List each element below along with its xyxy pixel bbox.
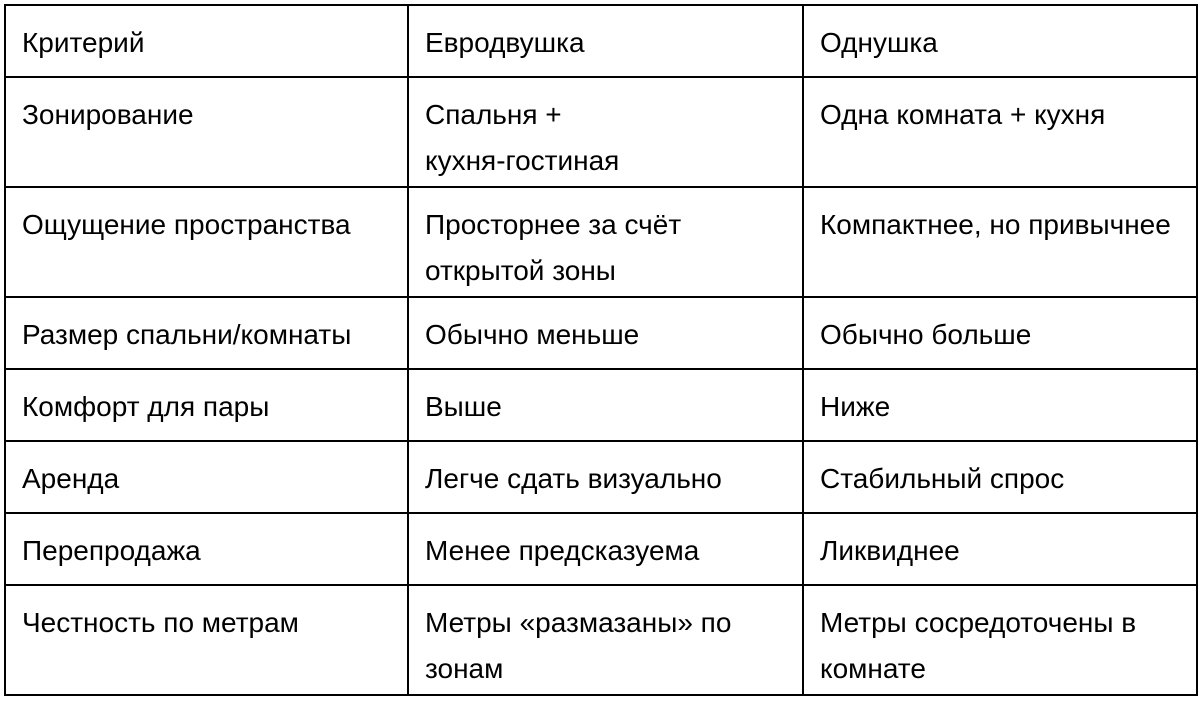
table-cell: Ниже: [803, 369, 1197, 441]
table-cell: Выше: [408, 369, 803, 441]
table-cell: Зонирование: [5, 77, 408, 187]
table-row: [5, 297, 1197, 369]
table-cell: Ликвиднее: [803, 513, 1197, 585]
table-cell: Обычно больше: [803, 297, 1197, 369]
header-cell-eurodvushka: Евродвушка: [408, 5, 803, 77]
table-cell: Менее предсказуема: [408, 513, 803, 585]
table-cell: Размер спальни/комнаты: [5, 297, 408, 369]
table-cell: Метры «размазаны» по зонам: [408, 585, 803, 695]
table-cell: Компактнее, но привычнее: [803, 187, 1197, 297]
table-cell: Просторнее за счёт открытой зоны: [408, 187, 803, 297]
table-cell: Ощущение пространства: [5, 187, 408, 297]
table-header-row: [5, 5, 1197, 77]
table-row: [5, 585, 1197, 695]
table-cell: Метры сосредоточены в комнате: [803, 585, 1197, 695]
table-cell: Честность по метрам: [5, 585, 408, 695]
header-cell-odnushka: Однушка: [803, 5, 1197, 77]
table-row: [5, 187, 1197, 297]
table-cell: Обычно меньше: [408, 297, 803, 369]
table-row: [5, 369, 1197, 441]
table-cell: Стабильный спрос: [803, 441, 1197, 513]
table-row: [5, 513, 1197, 585]
header-cell-criterion: Критерий: [5, 5, 408, 77]
table-cell: Аренда: [5, 441, 408, 513]
table-cell: Одна комната + кухня: [803, 77, 1197, 187]
table-row: [5, 77, 1197, 187]
table-row: [5, 441, 1197, 513]
table-cell: Спальня + кухня-гостиная: [408, 77, 803, 187]
table-cell: Легче сдать визуально: [408, 441, 803, 513]
table-cell: Комфорт для пары: [5, 369, 408, 441]
comparison-table: [4, 4, 1198, 696]
table-cell: Перепродажа: [5, 513, 408, 585]
